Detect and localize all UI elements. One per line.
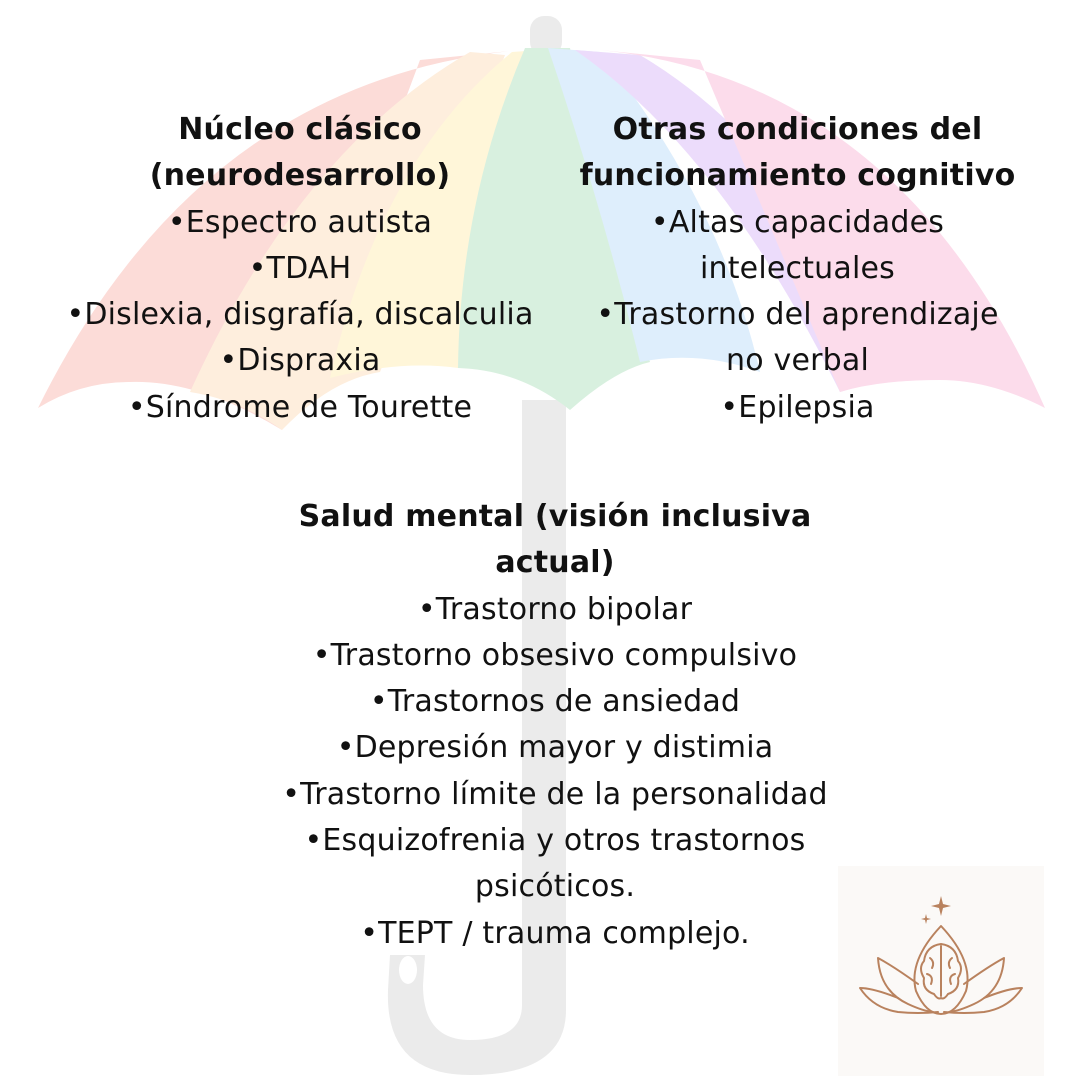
list-item: •TEPT / trauma complejo. — [360, 915, 750, 951]
list-item: •Trastorno límite de la personalidad — [282, 776, 828, 812]
list-item: •TDAH — [248, 250, 352, 286]
list-item: •Epilepsia — [720, 389, 875, 425]
section-title: Núcleo clásico (neurodesarrollo) — [149, 112, 451, 194]
list-item: •Trastorno obsesivo compulsivo — [312, 637, 798, 673]
list-item: •Trastornos de ansiedad — [369, 684, 741, 720]
section-neurodevelopment — [40, 107, 560, 431]
list-item: •Síndrome de Tourette — [127, 389, 473, 425]
brand-logo — [838, 866, 1044, 1076]
list-item: •Depresión mayor y distimia — [336, 730, 774, 766]
list-item: •Trastorno bipolar — [417, 591, 693, 627]
list-item: •Espectro autista — [167, 204, 433, 240]
list-item: •Trastorno del aprendizaje no verbal — [596, 297, 999, 379]
list-item: •Dispraxia — [219, 343, 381, 379]
section-mental-health — [255, 494, 855, 957]
section-title: Otras condiciones del funcionamiento cognitivo — [579, 112, 1016, 194]
list-item: •Altas capacidades intelectuales — [650, 204, 945, 286]
section-cognitive-conditions — [575, 107, 1020, 431]
list-item: •Dislexia, disgrafía, discalculia — [66, 297, 534, 333]
list-item: •Esquizofrenia y otros trastornos psicóticos. — [304, 823, 806, 905]
section-title: Salud mental (visión inclusiva actual) — [298, 499, 812, 581]
lotus-brain-icon — [838, 866, 1044, 1076]
